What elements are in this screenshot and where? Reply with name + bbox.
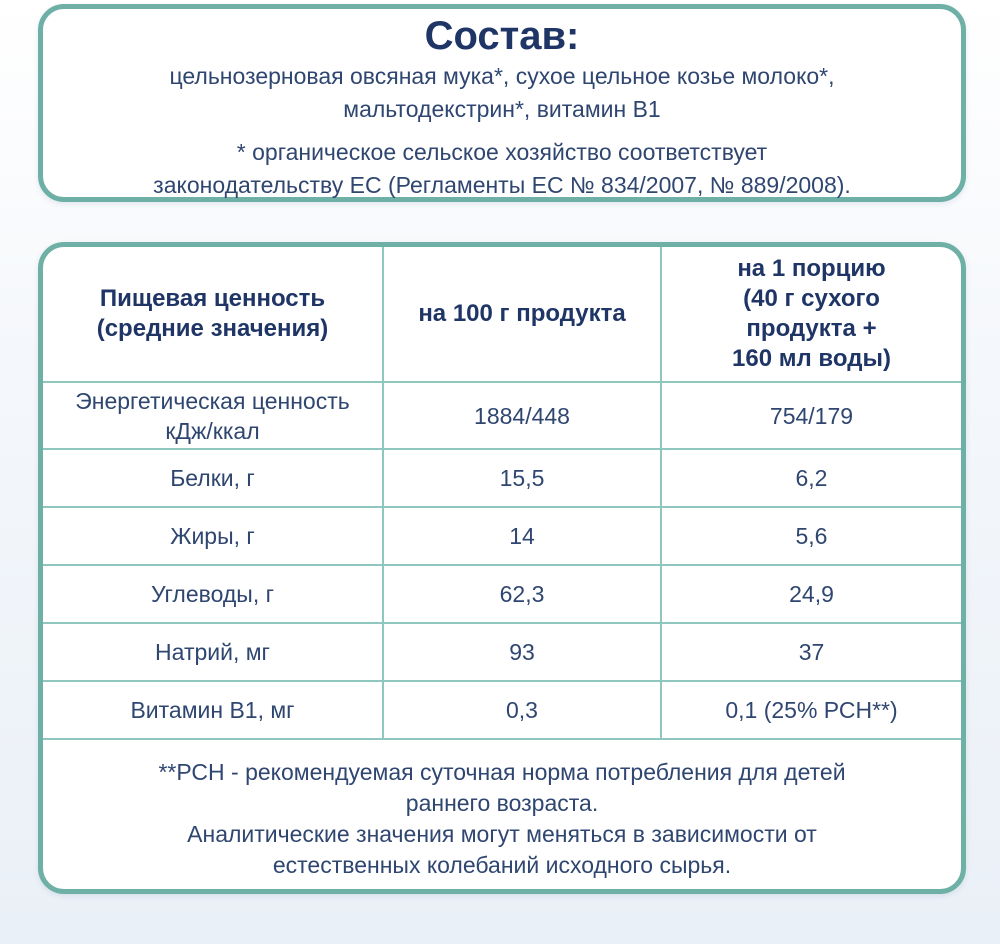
row-label: Белки, г xyxy=(43,449,383,507)
value-per-portion: 6,2 xyxy=(661,449,961,507)
composition-organic-note-line-1: * органическое сельское хозяйство соответствует xyxy=(236,139,768,165)
row-label: Углеводы, г xyxy=(43,565,383,623)
nutrition-table xyxy=(43,247,961,740)
value-per-100g: 0,3 xyxy=(383,681,661,739)
row-label: Жиры, г xyxy=(43,507,383,565)
value-per-100g: 93 xyxy=(383,623,661,681)
table-row-energy xyxy=(43,382,961,449)
composition-organic-note-line-2: законодательству ЕС (Регламенты ЕС № 834/2007, № 889/2008). xyxy=(153,172,851,198)
table-row-carbohydrates xyxy=(43,565,961,623)
value-per-portion: 37 xyxy=(661,623,961,681)
value-per-portion: 754/179 xyxy=(661,382,961,449)
header-per-portion: на 1 порцию (40 г сухого продукта + 160 мл воды) xyxy=(661,247,961,382)
header-per-100g: на 100 г продукта xyxy=(383,247,661,382)
nutrition-footnote: **РСН - рекомендуемая суточная норма потребления для детей раннего возраста. Аналитические значения могут меняться в зависимости от естественных колебаний исходного сырья. xyxy=(158,759,846,878)
row-label: Энергетическая ценность кДж/ккал xyxy=(43,382,383,449)
composition-ingredients-line-2: мальтодекстрин*, витамин B1 xyxy=(343,96,661,122)
table-row-vitamin-b1 xyxy=(43,681,961,739)
value-per-100g: 1884/448 xyxy=(383,382,661,449)
value-per-100g: 14 xyxy=(383,507,661,565)
table-row-protein xyxy=(43,449,961,507)
row-label: Витамин B1, мг xyxy=(43,681,383,739)
nutrition-card xyxy=(38,242,966,894)
value-per-100g: 15,5 xyxy=(383,449,661,507)
value-per-portion: 5,6 xyxy=(661,507,961,565)
value-per-portion: 0,1 (25% РСН**) xyxy=(661,681,961,739)
value-per-100g: 62,3 xyxy=(383,565,661,623)
value-per-portion: 24,9 xyxy=(661,565,961,623)
composition-title: Состав: xyxy=(424,14,580,58)
nutrition-header-row xyxy=(43,247,961,382)
table-row-fat xyxy=(43,507,961,565)
composition-card xyxy=(38,4,966,202)
header-nutritional-value: Пищевая ценность (средние значения) xyxy=(43,247,383,382)
composition-ingredients-line-1: цельнозерновая овсяная мука*, сухое цельное козье молоко*, xyxy=(169,63,835,89)
row-label: Натрий, мг xyxy=(43,623,383,681)
table-row-sodium xyxy=(43,623,961,681)
